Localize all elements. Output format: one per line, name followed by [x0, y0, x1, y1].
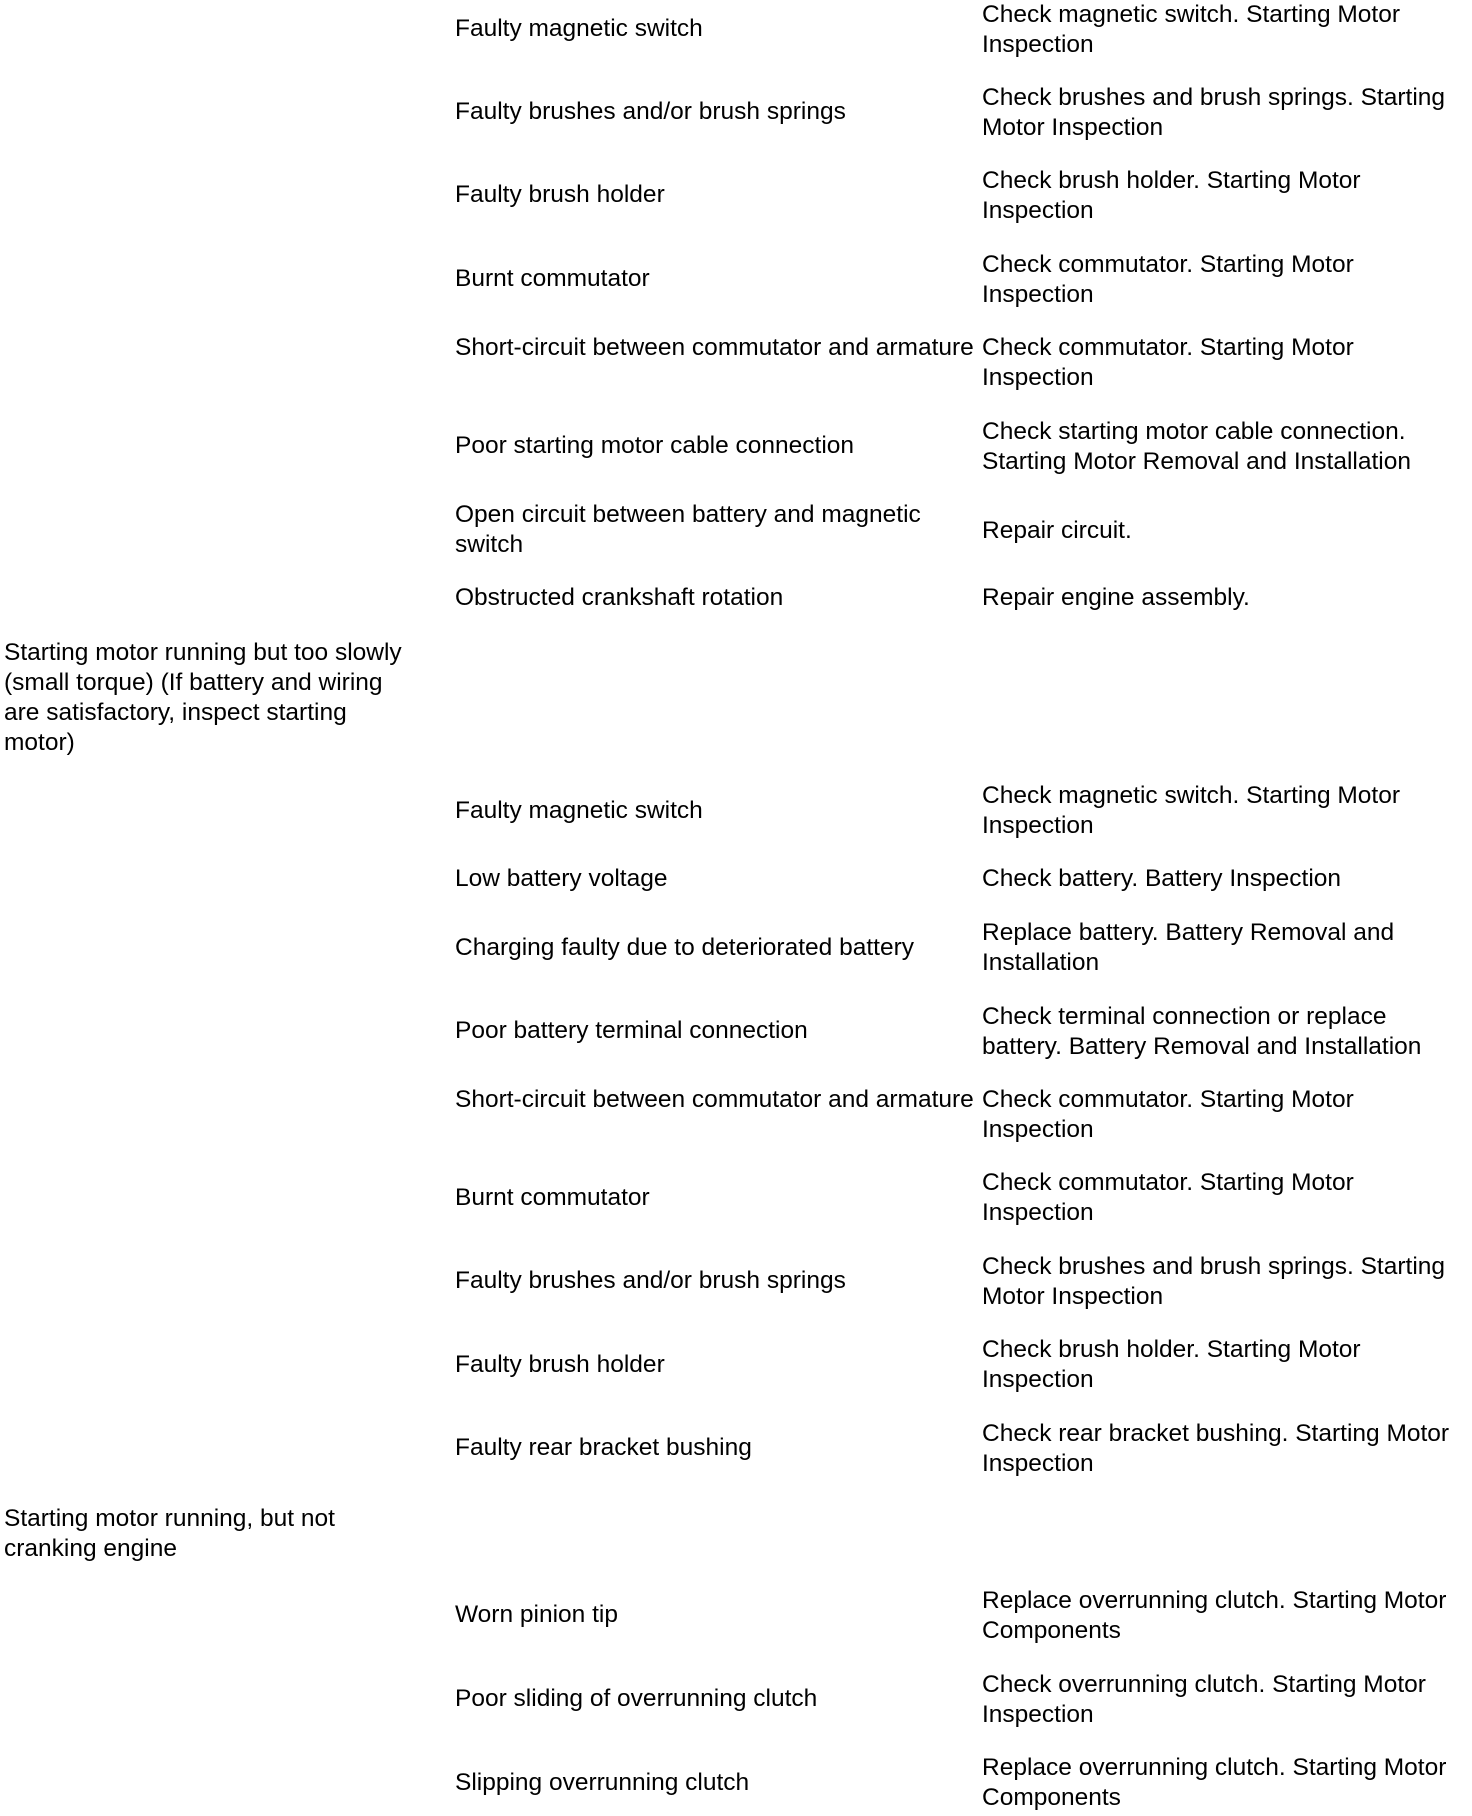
cause-cell: Faulty brushes and/or brush springs: [455, 98, 846, 125]
cause-cell: Open circuit between battery and magnetic switch: [455, 501, 921, 558]
cause-cell: Short-circuit between commutator and armature: [455, 334, 974, 361]
symptom-cell: Starting motor running but too slowly (small torque) (If battery and wiring are satisfactory, inspect starting motor): [4, 639, 402, 756]
remedy-cell: Check commutator. Starting Motor Inspection: [982, 334, 1354, 391]
cause-cell: Charging faulty due to deteriorated battery: [455, 934, 914, 961]
cause-cell: Poor starting motor cable connection: [455, 432, 855, 459]
remedy-cell: Replace overrunning clutch. Starting Motor Components: [982, 1587, 1447, 1644]
remedy-cell: Check commutator. Starting Motor Inspection: [982, 1169, 1354, 1226]
remedy-cell: Check terminal connection or replace battery. Battery Removal and Installation: [982, 1003, 1422, 1060]
cause-cell: Worn pinion tip: [455, 1601, 618, 1628]
remedy-cell: Replace overrunning clutch. Starting Motor Components: [982, 1754, 1447, 1811]
cause-cell: Low battery voltage: [455, 865, 668, 892]
remedy-cell: Check commutator. Starting Motor Inspection: [982, 1086, 1354, 1143]
cause-cell: Obstructed crankshaft rotation: [455, 584, 784, 611]
remedy-cell: Check commutator. Starting Motor Inspection: [982, 251, 1354, 308]
remedy-cell: Check starting motor cable connection. Starting Motor Removal and Installation: [982, 418, 1411, 475]
cause-cell: Poor sliding of overrunning clutch: [455, 1685, 818, 1712]
remedy-cell: Check brush holder. Starting Motor Inspection: [982, 1336, 1361, 1393]
cause-cell: Faulty rear bracket bushing: [455, 1434, 752, 1461]
remedy-cell: Check battery. Battery Inspection: [982, 865, 1342, 892]
cause-cell: Burnt commutator: [455, 265, 650, 292]
remedy-cell: Check magnetic switch. Starting Motor Inspection: [982, 782, 1401, 839]
remedy-cell: Repair engine assembly.: [982, 584, 1250, 611]
cause-cell: Faulty magnetic switch: [455, 15, 703, 42]
cause-cell: Faulty brush holder: [455, 181, 665, 208]
symptom-cell: Starting motor running, but not cranking engine: [4, 1505, 335, 1562]
remedy-cell: Check overrunning clutch. Starting Motor Inspection: [982, 1671, 1426, 1728]
remedy-cell: Check rear bracket bushing. Starting Motor Inspection: [982, 1420, 1450, 1477]
remedy-cell: Check brush holder. Starting Motor Inspection: [982, 167, 1361, 224]
cause-cell: Faulty brushes and/or brush springs: [455, 1267, 846, 1294]
cause-cell: Slipping overrunning clutch: [455, 1769, 750, 1796]
remedy-cell: Replace battery. Battery Removal and Installation: [982, 919, 1395, 976]
remedy-cell: Check brushes and brush springs. Starting Motor Inspection: [982, 84, 1446, 141]
remedy-cell: Check brushes and brush springs. Starting Motor Inspection: [982, 1253, 1446, 1310]
cause-cell: Faulty brush holder: [455, 1351, 665, 1378]
remedy-cell: Repair circuit.: [982, 517, 1132, 544]
remedy-cell: Check magnetic switch. Starting Motor Inspection: [982, 1, 1401, 58]
cause-cell: Faulty magnetic switch: [455, 797, 703, 824]
cause-cell: Poor battery terminal connection: [455, 1017, 808, 1044]
cause-cell: Burnt commutator: [455, 1184, 650, 1211]
cause-cell: Short-circuit between commutator and armature: [455, 1086, 974, 1113]
